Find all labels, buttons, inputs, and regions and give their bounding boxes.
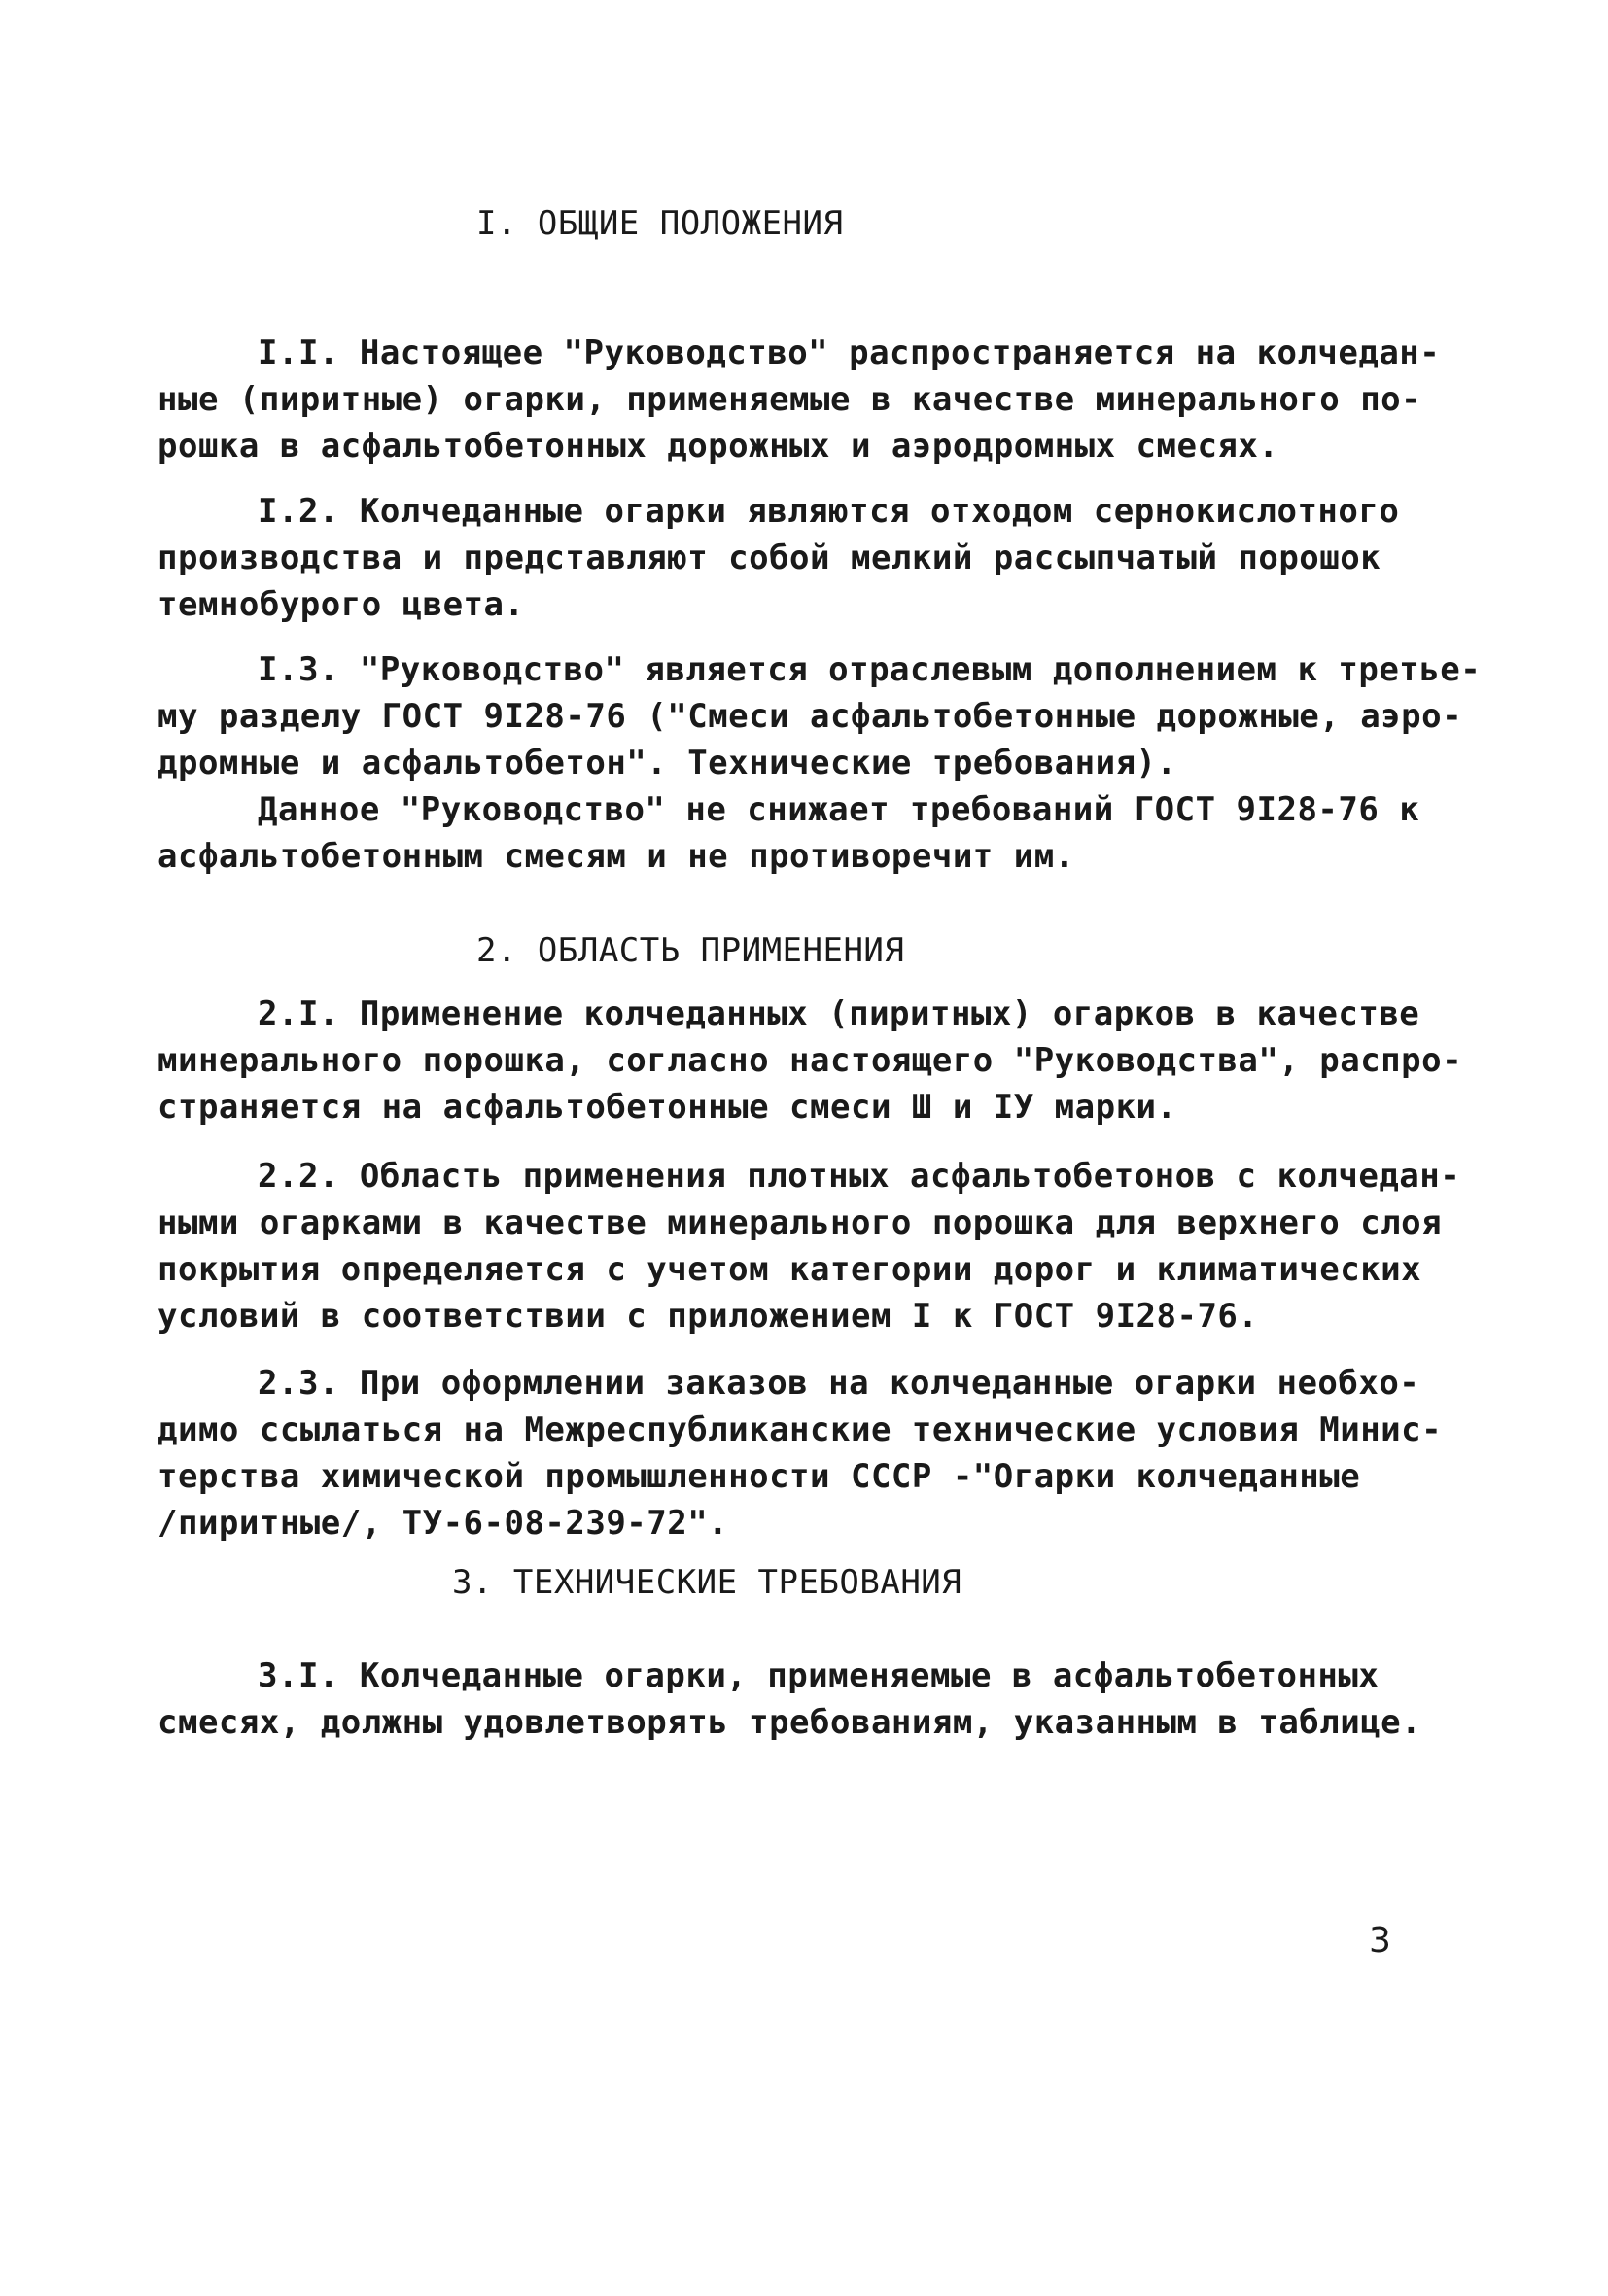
paragraph-line: 2.I. Применение колчеданных (пиритных) огарков в качестве [258,994,1420,1033]
paragraph-line: производства и представляют собой мелкий рассыпчатый порошок [157,539,1381,577]
paragraph-line: димо ссылаться на Межреспубликанские технические условия Минис- [157,1410,1443,1449]
paragraph-line: минерального порошка, согласно настоящего "Руководства", распро- [157,1041,1463,1080]
paragraph-line: условий в соответствии с приложением I к ГОСТ 9I28-76. [157,1297,1259,1336]
paragraph-line: ными огарками в качестве минерального порошка для верхнего слоя [157,1203,1443,1242]
paragraph-line: I.3. "Руководство" является отраслевым дополнением к третье- [258,650,1482,689]
paragraph-line: 2.3. При оформлении заказов на колчеданные огарки необхо- [258,1364,1420,1403]
paragraph-line: терства химической промышленности СССР -"Огарки колчеданные [157,1457,1361,1496]
paragraph-line: асфальтобетонным смесям и не противоречит им. [157,837,1075,876]
section-3-heading: 3. ТЕХНИЧЕСКИЕ ТРЕБОВАНИЯ [452,1563,962,1602]
paragraph-line: страняется на асфальтобетонные смеси Ш и IУ марки. [157,1088,1177,1127]
paragraph-line: му разделу ГОСТ 9I28-76 ("Смеси асфальтобетонные дорожные, аэро- [157,697,1463,736]
page-number: 3 [1369,1921,1391,1961]
paragraph-line: ные (пиритные) огарки, применяемые в качестве минерального по- [157,380,1422,419]
paragraph-line: дромные и асфальтобетон". Технические требования). [157,744,1177,783]
paragraph-line: темнобурого цвета. [157,585,525,624]
section-2-heading: 2. ОБЛАСТЬ ПРИМЕНЕНИЯ [476,931,905,970]
paragraph-line: I.I. Настоящее "Руководство" распространяется на колчедан- [258,333,1441,372]
paragraph-line: I.2. Колчеданные огарки являются отходом сернокислотного [258,492,1400,531]
paragraph-line: Данное "Руководство" не снижает требований ГОСТ 9I28-76 к [258,790,1420,829]
paragraph-line: /пиритные/, ТУ-6-08-239-72". [157,1504,729,1543]
paragraph-line: 3.I. Колчеданные огарки, применяемые в асфальтобетонных [258,1656,1380,1695]
paragraph-line: покрытия определяется с учетом категории дорог и климатических [157,1250,1422,1289]
section-1-heading: I. ОБЩИЕ ПОЛОЖЕНИЯ [476,204,844,243]
paragraph-line: смесях, должны удовлетворять требованиям, указанным в таблице. [157,1703,1422,1742]
paragraph-line: 2.2. Область применения плотных асфальтобетонов с колчедан- [258,1157,1461,1196]
paragraph-line: рошка в асфальтобетонных дорожных и аэродромных смесях. [157,427,1279,466]
